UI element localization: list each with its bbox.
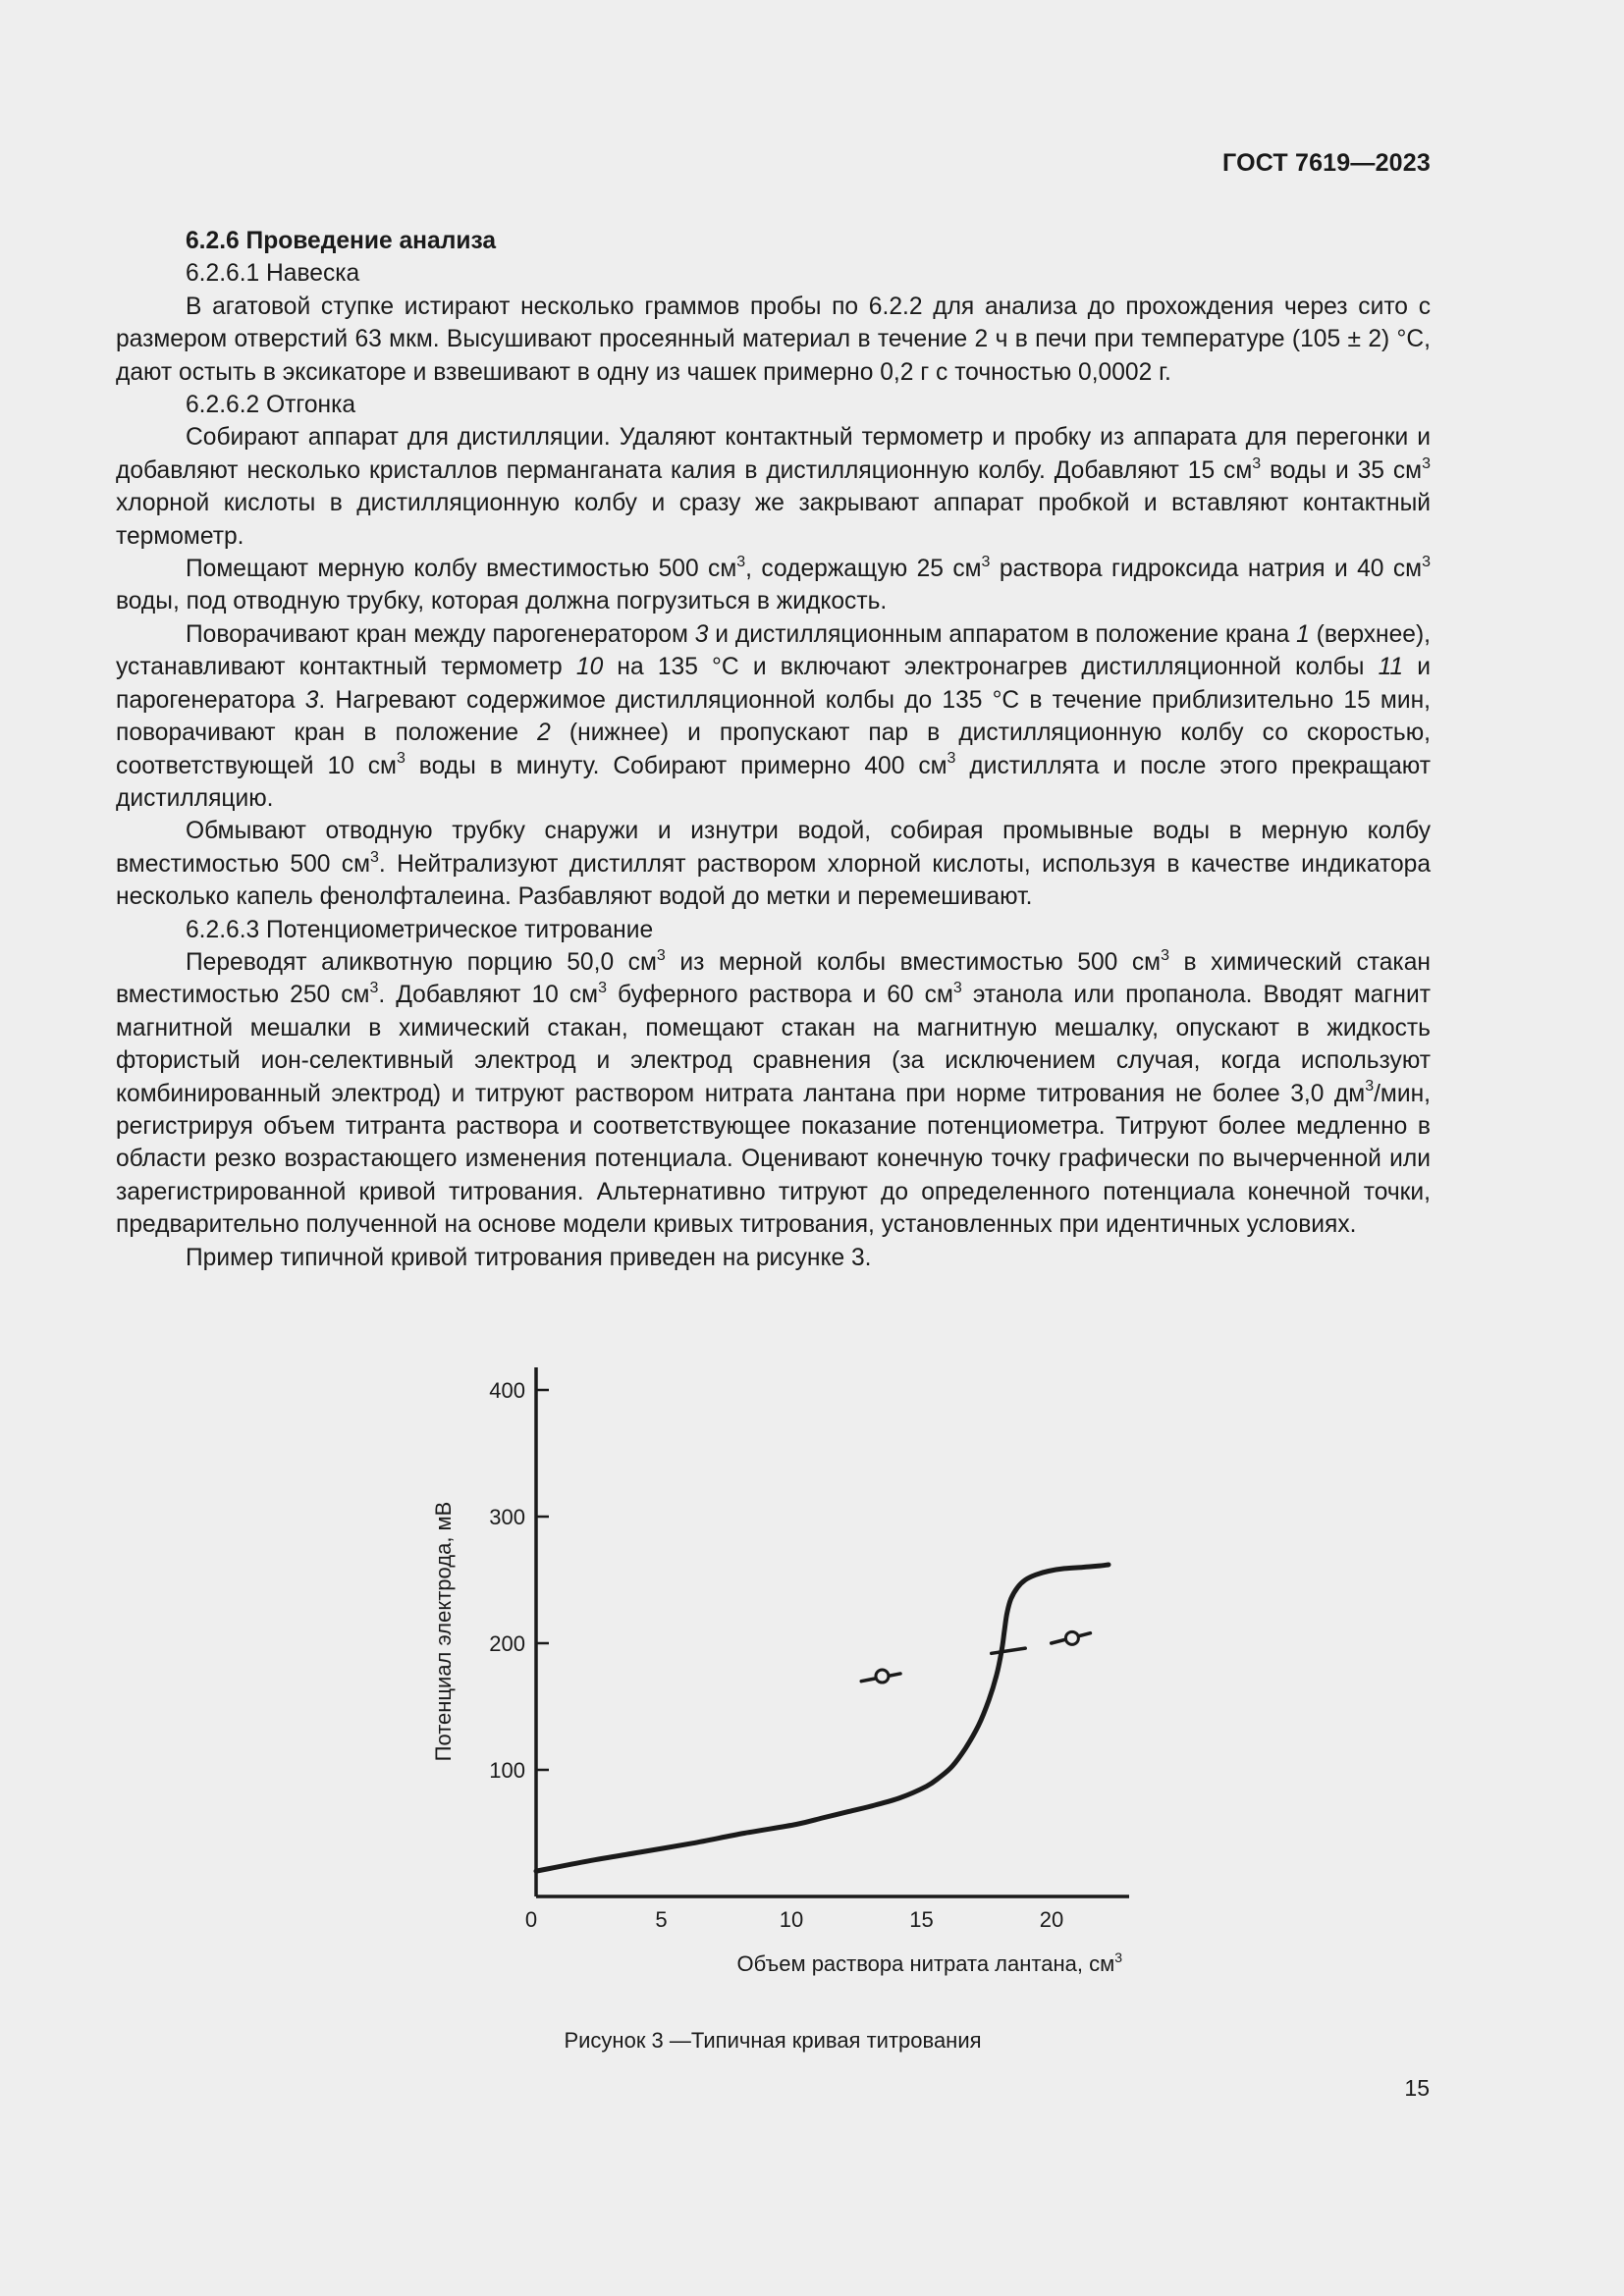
paragraph-figure-reference: Пример типичной кривой титрования приведен на рисунке 3. — [186, 1244, 872, 1271]
x-tick-label: 10 — [779, 1907, 804, 1932]
x-tick-label: 20 — [1039, 1907, 1064, 1932]
paragraph-steam-distillation: Поворачивают кран между парогенератором 3 и дистилляционным аппаратом в положение крана 1 (верхнее), устанавливают контактный термометр 10 на 135 °С и включают электронагрев дистилляционной колбы 11 и парогенератора 3. Нагревают содержимое дистилляционной колбы до 135 °С в течение приблизительно 15 мин, поворачивают кран в положение 2 (нижнее) и пропускают пар в дистилляционную колбу со скоростью, соответствующей 10 $см^3$ воды в минуту. Собирают примерно 400 $см^3$ дистиллята и после этого прекращают дистилляцию. — [116, 620, 1432, 812]
section-heading: 6.2.6 Проведение анализа — [186, 228, 497, 254]
document-code-header: ГОСТ 7619—2023 — [1222, 149, 1431, 177]
y-tick-label: 300 — [489, 1505, 525, 1529]
x-tick-label: 15 — [909, 1907, 934, 1932]
paragraph-weighing: В агатовой ступке истирают несколько граммов пробы по 6.2.2 для анализа до прохождения через сито с размером отверстий 63 мкм. Высушивают просеянный материал в течение 2 ч в печи при температуре (105 ± 2) °С, дают остыть в эксикаторе и взвешивают в одну из чашек примерно 0,2 г с точностью 0,0002 г. — [116, 293, 1431, 386]
paragraph-neutralization: Обмывают отводную трубку снаружи и изнутри водой, собирая промывные воды в мерную колбу вместимостью 500 $см^3$. Нейтрализуют дистиллят раствором хлорной кислоты, используя в качестве индикатора несколько капель фенолфталеина. Разбавляют водой до метки и перемешивают. — [116, 818, 1431, 911]
x-axis-label: Объем раствора нитрата лантана, $см^3$ — [736, 1949, 1122, 1976]
chart-series-group — [536, 1565, 1109, 1871]
figure-caption: Рисунок 3 —Типичная кривая титрования — [564, 2028, 982, 2053]
y-tick-label: 400 — [489, 1378, 525, 1403]
paragraph-titration: Переводят аликвотную порцию 50,0 $см^3$ из мерной колбы вместимостью 500 $см^3$ в химический стакан вместимостью 250 $см^3$. Добавляют 10 $см^3$ буферного раствора и 60 $см^3$ этанола или пропанола. Вводят магнит магнитной мешалки в химический стакан, помещают стакан на магнитную мешалку, опускают в жидкость фтористый ион-селективный электрод и электрод сравнения (за исключением случая, когда используют комбинированный электрод) и титруют раствором нитрата лантана при норме титрования не более 3,0 $дм^3$/мин, регистрируя объем титранта раствора и соответствующее показание потенциометра. Титруют более медленно в области резко возрастающего изменения потенциала. Оценивают конечную точку графически по вычерченной или зарегистрированной кривой титрования. Альтернативно титруют до определенного потенциала конечной точки, предварительно полученной на основе модели кривых титрования, установленных при идентичных условиях. — [116, 946, 1431, 1239]
chart-ticks — [489, 1378, 1063, 1932]
subsection-title-titration: 6.2.6.3 Потенциометрическое титрование — [186, 916, 654, 943]
page-number: 15 — [1404, 2075, 1430, 2101]
document-body — [116, 225, 1431, 1274]
subsection-title-weighing: 6.2.6.1 Навеска — [186, 260, 360, 288]
tangent-line — [992, 1648, 1025, 1653]
x-tick-label: 5 — [655, 1907, 668, 1932]
y-tick-label: 100 — [489, 1758, 525, 1783]
y-tick-label: 200 — [489, 1631, 525, 1656]
paragraph-receiver-flask: Помещают мерную колбу вместимостью 500 $см^3$, содержащую 25 $см^3$ раствора гидроксида натрия и 40 $см^3$ воды, под отводную трубку, которая должна погрузиться в жидкость. — [116, 553, 1431, 615]
tangent-marker-circle — [876, 1670, 889, 1682]
titration-curve-chart — [0, 1355, 1624, 2061]
x-tick-label: 0 — [524, 1907, 538, 1932]
paragraph-apparatus: Собирают аппарат для дистилляции. Удаляют контактный термометр и пробку из аппарата для перегонки и добавляют несколько кристаллов перманганата калия в дистилляционную колбу. Добавляют 15 $см^3$ воды и 35 $см^3$ хлорной кислоты в дистилляционную колбу и сразу же закрывают аппарат пробкой и вставляют контактный термометр. — [116, 424, 1432, 550]
titration-curve-line — [536, 1565, 1109, 1871]
tangent-marker-circle — [1065, 1631, 1078, 1644]
y-axis-label: Потенциал электрода, мВ — [431, 1501, 456, 1762]
subsection-title-distillation: 6.2.6.2 Отгонка — [186, 392, 356, 419]
